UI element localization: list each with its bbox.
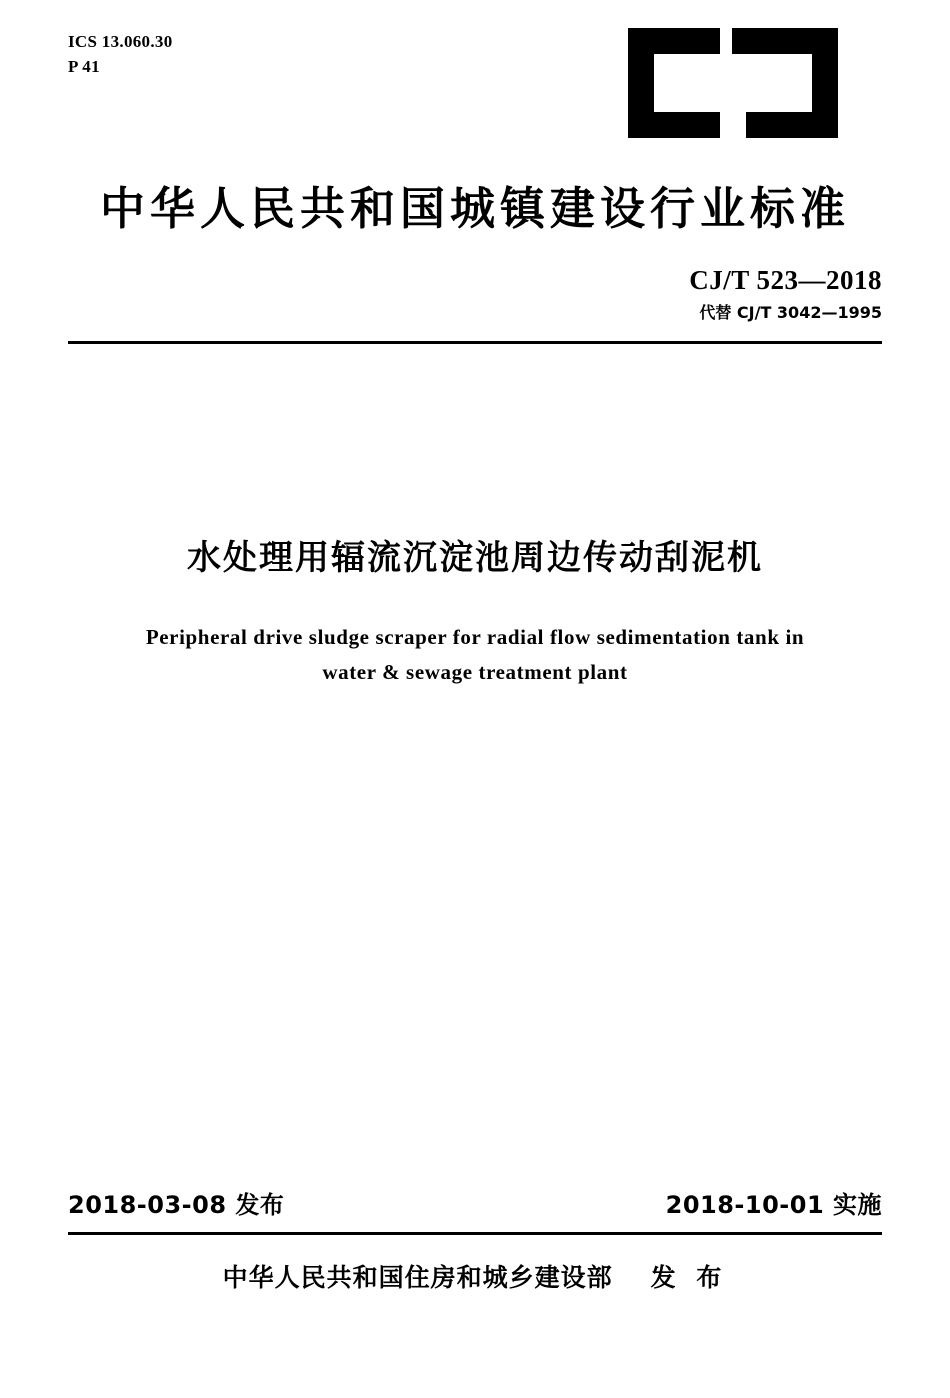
divider-bottom [68, 1232, 882, 1235]
standard-number: CJ/T 523—2018 [689, 265, 882, 295]
ics-classification-block [68, 30, 173, 79]
document-title-chinese: 水处理用辐流沉淀池周边传动刮泥机 [187, 538, 763, 578]
classification-code: P 41 [68, 56, 100, 76]
publisher-name: 中华人民共和国住房和城乡建设部 [222, 1263, 613, 1292]
standard-replaces: 代替 CJ/T 3042—1995 [699, 303, 882, 322]
cj-logo-icon [628, 28, 838, 138]
effective-date: 2018-10-01 实施 [665, 1191, 882, 1219]
ics-code: ICS 13.060.30 [68, 32, 173, 51]
document-title-english [130, 620, 820, 689]
document-title-english-line1: Peripheral drive sludge scraper for radial flow sedimentation tank in [145, 625, 805, 649]
publisher-line [0, 1258, 950, 1294]
document-title-english-line2: water & sewage treatment plant [322, 659, 628, 684]
divider-top [68, 341, 882, 344]
page-title: 中华人民共和国城镇建设行业标准 [99, 182, 850, 235]
issue-date: 2018-03-08 发布 [68, 1191, 285, 1219]
standard-number-block [689, 265, 882, 323]
publisher-verb: 发 布 [650, 1263, 728, 1292]
